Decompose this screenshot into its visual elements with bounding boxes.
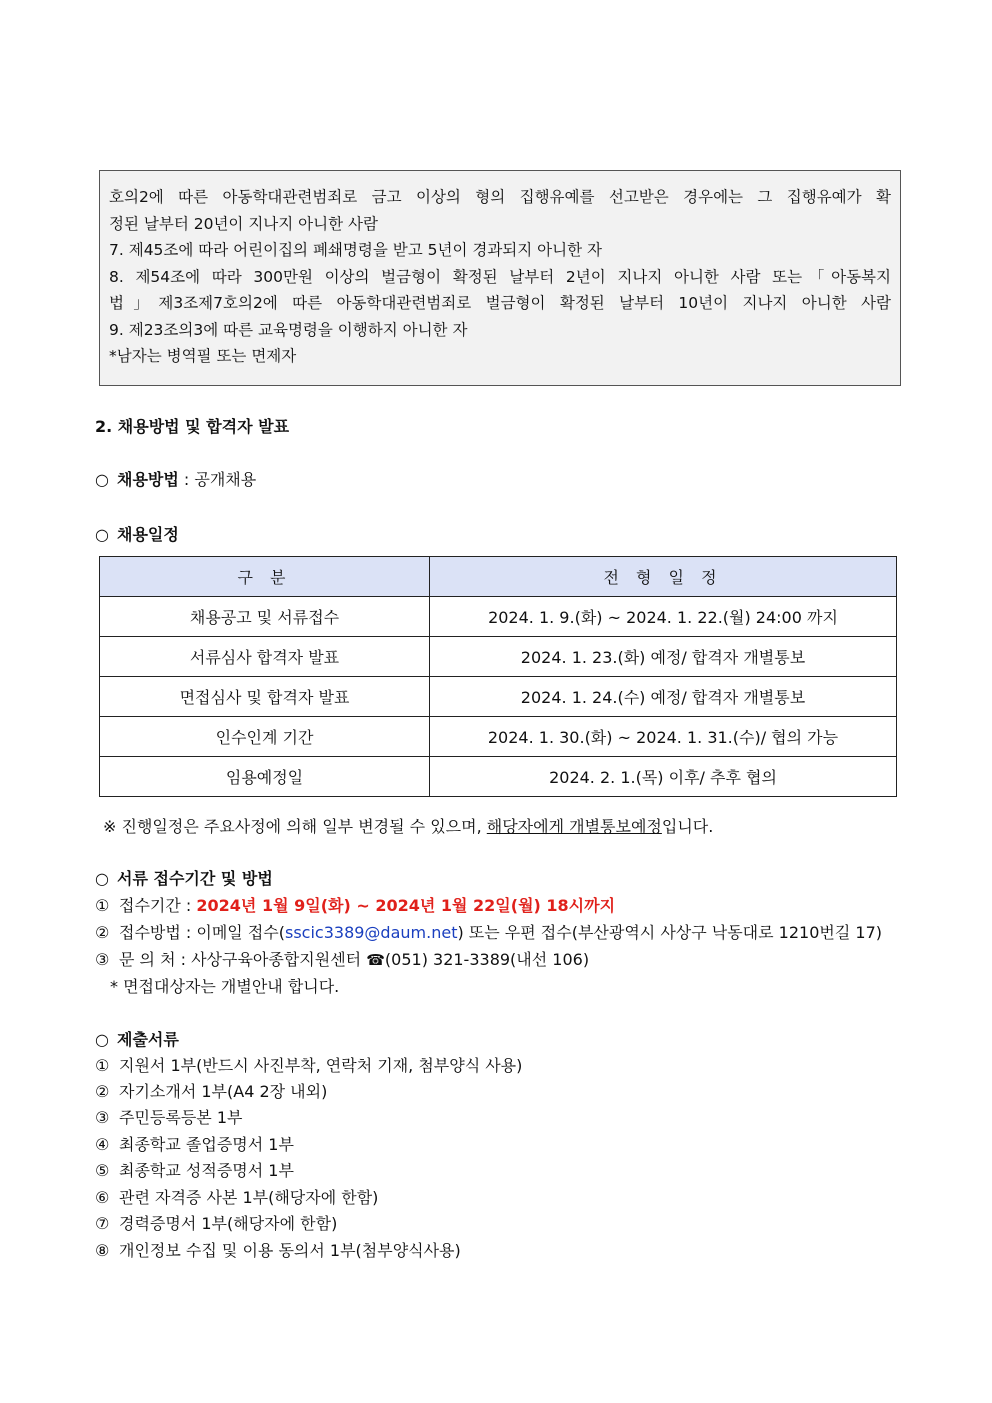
schedule-label: 채용일정 (117, 525, 179, 544)
table-header-row (100, 557, 897, 597)
item-number: ① (95, 896, 110, 915)
list-item (95, 1238, 461, 1261)
submission-heading (95, 866, 273, 889)
schedule-note (103, 814, 713, 837)
item-text: 지원서 1부(반드시 사진부착, 연락처 기재, 첨부양식 사용) (119, 1056, 523, 1075)
phone-icon: ☎ (366, 951, 385, 969)
eligibility-line: 7. 제45조에 따라 어린이집의 폐쇄명령을 받고 5년이 경과되지 아니한 자 (109, 241, 602, 259)
documents-label: 제출서류 (117, 1030, 179, 1049)
item-number: ④ (95, 1135, 110, 1154)
contact-phone: (051) 321-3389(내선 106) (384, 950, 590, 969)
recruit-method-label: 채용방법 (117, 470, 179, 489)
list-item (95, 1158, 294, 1181)
eligibility-line: *남자는 병역필 또는 면제자 (109, 347, 297, 365)
eligibility-line: 법」제3조제7호의2에 따른 아동학대관련범죄로 벌금형이 확정된 날부터 10년이 지나지 아니한 사람 (109, 294, 891, 312)
eligibility-line: 호의2에 따른 아동학대관련범죄로 금고 이상의 형의 집행유예를 선고받은 경우에는 그 집행유예가 확 (109, 188, 891, 206)
period-label: 접수기간 : (119, 896, 197, 915)
item-text: 관련 자격증 사본 1부(해당자에 한함) (119, 1188, 379, 1207)
method-label: 접수방법 : 이메일 접수( (119, 923, 285, 942)
contact-label: 문 의 처 : 사상구육아종합지원센터 (119, 950, 367, 969)
table-row (100, 637, 897, 677)
header-category: 구 분 (100, 557, 430, 597)
recruit-method (95, 467, 256, 490)
note-underlined: 해당자에게 개별통보예정 (486, 817, 662, 836)
schedule-date: 2024. 1. 24.(수) 예정/ 합격자 개별통보 (430, 677, 897, 717)
item-text: 경력증명서 1부(해당자에 한함) (119, 1214, 338, 1233)
schedule-heading (95, 522, 179, 545)
list-item (95, 1132, 294, 1155)
note-prefix: ※ 진행일정은 주요사정에 의해 일부 변경될 수 있으며, (103, 817, 487, 836)
eligibility-line: 정된 날부터 20년이 지나지 아니한 사람 (109, 214, 378, 233)
eligibility-line: 9. 제23조의3에 따른 교육명령을 이행하지 아니한 자 (109, 320, 468, 339)
schedule-category: 인수인계 기간 (100, 717, 430, 757)
schedule-category: 채용공고 및 서류접수 (100, 597, 430, 637)
item-text: 개인정보 수집 및 이용 동의서 1부(첨부양식사용) (119, 1241, 461, 1260)
interview-note: * 면접대상자는 개별안내 합니다. (110, 977, 340, 996)
item-text: 최종학교 졸업증명서 1부 (119, 1135, 294, 1154)
item-text: 자기소개서 1부(A4 2장 내외) (119, 1082, 328, 1101)
item-number: ② (95, 1082, 110, 1101)
recruit-method-value: : 공개채용 (178, 470, 257, 489)
submission-period (95, 893, 615, 916)
circle-bullet-icon: ○ (95, 470, 109, 489)
eligibility-line: 8. 제54조에 따라 300만원 이상의 벌금형이 확정된 날부터 2년이 지나지 아니한 사람 또는「아동복지 (109, 267, 891, 286)
table-row (100, 677, 897, 717)
circle-bullet-icon: ○ (95, 1030, 109, 1049)
email-link[interactable]: sscic3389@daum.net (285, 923, 458, 942)
method-rest: ) 또는 우편 접수(부산광역시 사상구 낙동대로 1210번길 17) (457, 923, 882, 942)
circle-bullet-icon: ○ (95, 869, 109, 888)
period-value: 2024년 1월 9일(화) ~ 2024년 1월 22일(월) 18시까지 (196, 896, 616, 915)
schedule-category: 임용예정일 (100, 757, 430, 797)
submission-label: 서류 접수기간 및 방법 (117, 869, 273, 888)
item-number: ② (95, 923, 110, 942)
item-number: ③ (95, 950, 110, 969)
list-item (95, 1079, 327, 1102)
schedule-category: 서류심사 합격자 발표 (100, 637, 430, 677)
item-number: ⑤ (95, 1161, 110, 1180)
item-number: ⑥ (95, 1188, 110, 1207)
list-item (95, 1105, 242, 1128)
list-item (95, 1185, 378, 1208)
note-suffix: 입니다. (661, 817, 714, 836)
section-title: 2. 채용방법 및 합격자 발표 (95, 417, 290, 436)
submission-method (95, 920, 882, 943)
schedule-date: 2024. 1. 23.(화) 예정/ 합격자 개별통보 (430, 637, 897, 677)
schedule-table (99, 556, 897, 797)
circle-bullet-icon: ○ (95, 525, 109, 544)
schedule-date: 2024. 1. 9.(화) ~ 2024. 1. 22.(월) 24:00 까지 (430, 597, 897, 637)
table-row (100, 717, 897, 757)
list-item (95, 1053, 522, 1076)
schedule-date: 2024. 2. 1.(목) 이후/ 추후 협의 (430, 757, 897, 797)
eligibility-box (99, 170, 901, 386)
item-number: ③ (95, 1108, 110, 1127)
schedule-category: 면접심사 및 합격자 발표 (100, 677, 430, 717)
item-number: ① (95, 1056, 110, 1075)
table-row (100, 757, 897, 797)
contact-info (95, 947, 589, 970)
schedule-date: 2024. 1. 30.(화) ~ 2024. 1. 31.(수)/ 협의 가능 (430, 717, 897, 757)
header-schedule: 전 형 일 정 (430, 557, 897, 597)
item-text: 최종학교 성적증명서 1부 (119, 1161, 294, 1180)
table-row (100, 597, 897, 637)
item-text: 주민등록등본 1부 (119, 1108, 243, 1127)
documents-heading (95, 1027, 179, 1050)
item-number: ⑧ (95, 1241, 110, 1260)
item-number: ⑦ (95, 1214, 110, 1233)
list-item (95, 1211, 337, 1234)
